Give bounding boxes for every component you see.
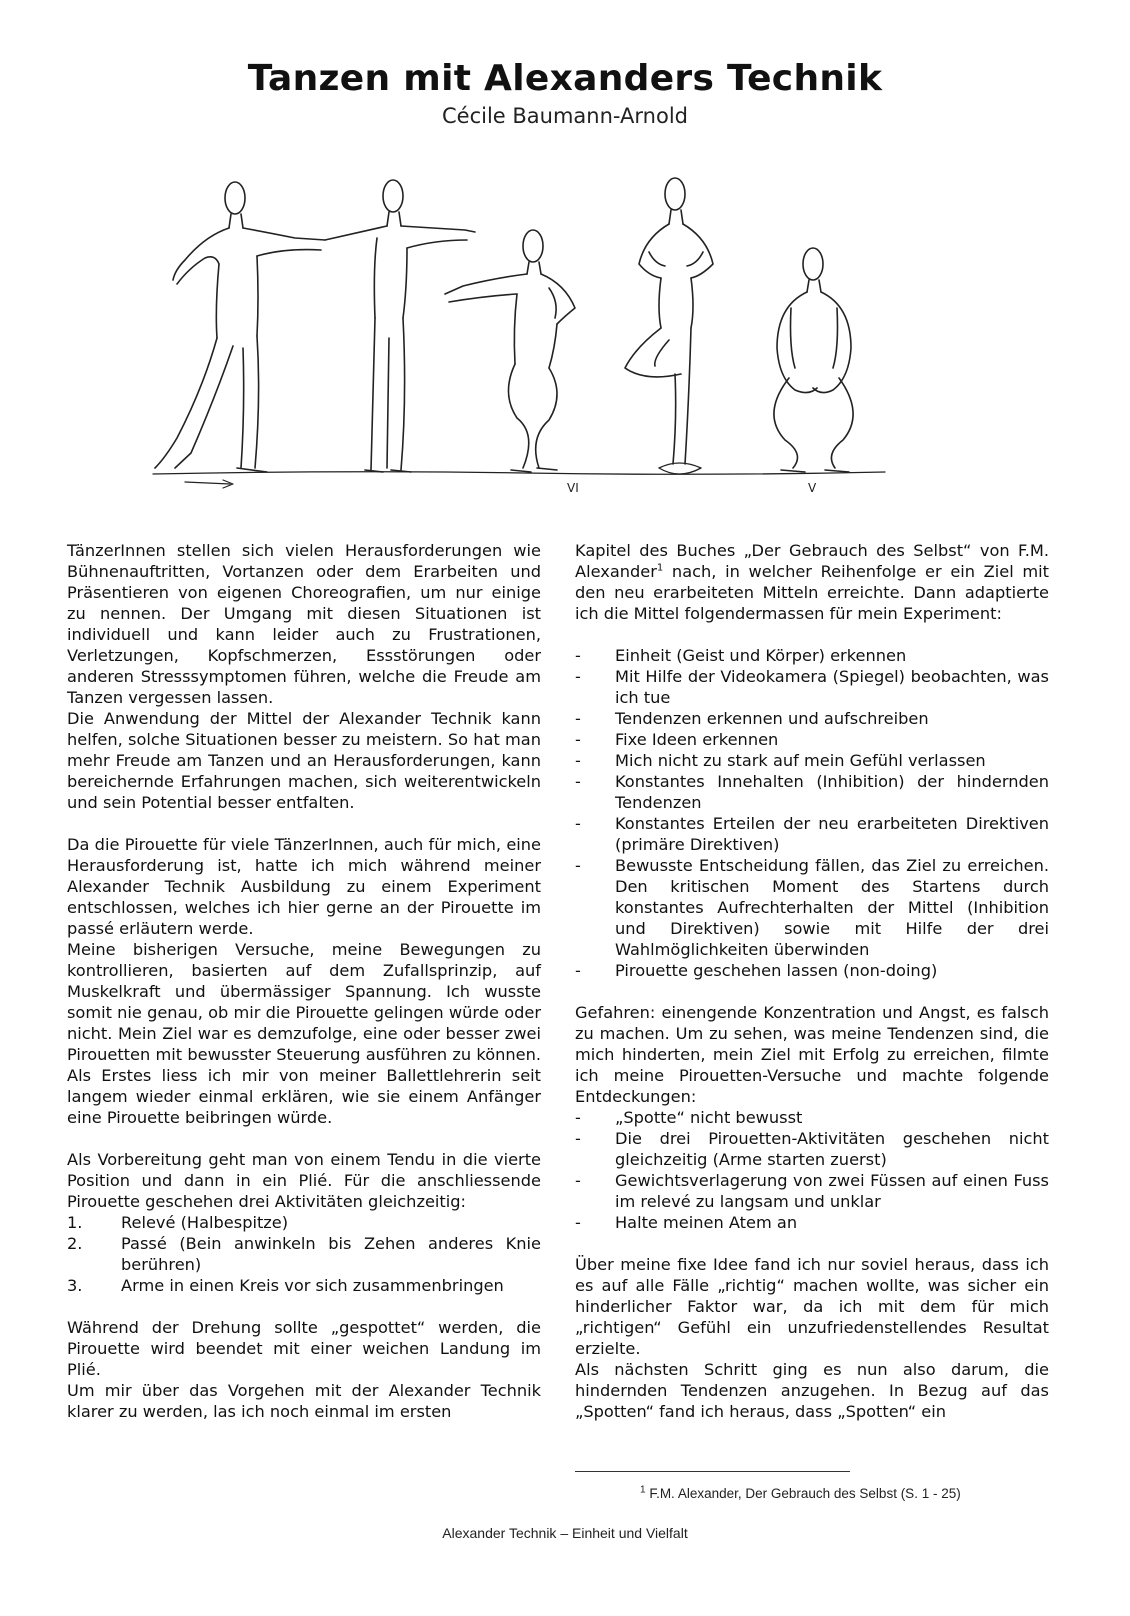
paragraph: Über meine fixe Idee fand ich nur soviel heraus, dass ich es auf alle Fälle „richtig“ machen wollte, was sicher ein hinderlicher Faktor war, da ich mit dem für mich „richtigen“ Gefühl ein unzufriedenstellendes Resultat erzielte. [575, 1255, 1049, 1358]
findings-list [575, 1107, 1049, 1233]
paragraph: Als Vorbereitung geht man von einem Tendu in die vierte Position und dann in ein Plié. Für die anschliessende Pirouette geschehen drei Aktivitäten gleichzeitig: [67, 1150, 541, 1211]
dancer-figure-5 [774, 248, 853, 495]
left-column [67, 540, 541, 1422]
list-item: - Mit Hilfe der Videokamera (Spiegel) beobachten, was ich tue [575, 667, 1049, 707]
figure-mark-v: V [808, 481, 817, 495]
paragraph: TänzerInnen stellen sich vielen Herausforderungen wie Bühnenauftritten, Vortanzen oder dem Erarbeiten und Präsentieren von eigenen Choreografien, um nur einige zu nennen. Der Umgang mit diesen Situationen ist individuell und kann leider auch zu Frustrationen, Verletzungen, Kopfschmerzen, Essstörungen oder anderen Stresssymptomen führen, welche die Freude am Tanzen vergessen lassen. [67, 541, 541, 707]
footnote-divider [575, 1471, 850, 1472]
list-item: - Tendenzen erkennen und aufschreiben [575, 709, 929, 728]
list-item: - Bewusste Entscheidung fällen, das Ziel zu erreichen. Den kritischen Moment des Startens durch konstantes Aufrechterhalten der Mittel (Inhibition und Direktiven) sowie mit Hilfe der drei Wahlmöglichkeiten überwinden [575, 856, 1049, 959]
list-item: - Konstantes Innehalten (Inhibition) der hindernden Tendenzen [575, 772, 1049, 812]
dancer-figure-3 [445, 230, 579, 495]
page-title: Tanzen mit Alexanders Technik [247, 58, 883, 99]
list-item: - Konstantes Erteilen der neu erarbeiteten Direktiven (primäre Direktiven) [575, 814, 1049, 854]
list-item: - Pirouette geschehen lassen (non-doing) [575, 961, 938, 980]
list-item: - Gewichtsverlagerung von zwei Füssen auf einen Fuss im relevé zu langsam und unklar [575, 1171, 1049, 1211]
page-footer: Alexander Technik – Einheit und Vielfalt [442, 1525, 688, 1541]
paragraph: Gefahren: einengende Konzentration und Angst, es falsch zu machen. Um zu sehen, was meine Tendenzen sind, die mich hinderten, mein Ziel mit Erfolg zu erreichen, filmte ich meine Pirouetten-Versuche und machte folgende Entdeckungen: [575, 1003, 1049, 1106]
list-item: - Fixe Ideen erkennen [575, 730, 779, 749]
footnote-ref: 1 [656, 562, 664, 574]
paragraph: Kapitel des Buches „Der Gebrauch des Selbst“ von F.M. Alexander$^1$ nach, in welcher Reihenfolge er ein Ziel mit den neu erarbeiteten Mitteln erreichte. Dann adaptierte ich die Mittel folgendermassen für mein Experiment: [575, 541, 1049, 623]
paragraph: Als nächsten Schritt ging es nun also darum, die hindernden Tendenzen anzugehen. In Bezug auf das „Spotten“ fand ich heraus, dass „Spotten“ ein [575, 1360, 1049, 1421]
dancer-figure-1 [155, 182, 325, 472]
list-item: 3. Arme in einen Kreis vor sich zusammenbringen [67, 1276, 504, 1295]
figure-mark-vi: VI [567, 481, 579, 495]
list-item: - Einheit (Geist und Körper) erkennen [575, 646, 907, 665]
paragraph: Während der Drehung sollte „gespottet“ werden, die Pirouette wird beendet mit einer weichen Landung im Plié. [67, 1318, 541, 1379]
numbered-list [67, 1212, 541, 1296]
footnote-text: F.M. Alexander, Der Gebrauch des Selbst (S. 1 - 25) [645, 1486, 961, 1501]
list-item: 1. Relevé (Halbespitze) [67, 1213, 289, 1232]
right-column [575, 540, 1049, 1422]
list-item: - Mich nicht zu stark auf mein Gefühl verlassen [575, 751, 986, 770]
means-list [575, 645, 1049, 981]
list-item: - „Spotte“ nicht bewusst [575, 1108, 803, 1127]
paragraph: Da die Pirouette für viele TänzerInnen, auch für mich, eine Herausforderung ist, hatte ich mich während meiner Alexander Technik Ausbildung zu einem Experiment entschlossen, welches ich hier gerne an der Pirouette im passé erläutern werde. [67, 835, 541, 938]
footnote [640, 1486, 961, 1501]
list-item: - Halte meinen Atem an [575, 1213, 798, 1232]
paragraph: Meine bisherigen Versuche, meine Bewegungen zu kontrollieren, basierten auf dem Zufallsprinzip, auf Muskelkraft und übermässiger Spannung. Ich wusste somit nie genau, ob mir die Pirouette gelingen würde oder nicht. Mein Ziel war es demzufolge, eine oder besser zwei Pirouetten mit bewusster Steuerung ausführen zu können. Als Erstes liess ich mir von meiner Ballettlehrerin seit langem wieder einmal erklären, wie sie einem Anfänger eine Pirouette beibringen würde. [67, 940, 541, 1127]
dancer-figure-2 [325, 180, 475, 472]
author-name: Cécile Baumann-Arnold [442, 104, 688, 128]
paragraph: Um mir über das Vorgehen mit der Alexander Technik klarer zu werden, las ich noch einmal im ersten [67, 1381, 541, 1421]
list-item: - Die drei Pirouetten-Aktivitäten geschehen nicht gleichzeitig (Arme starten zuerst) [575, 1129, 1049, 1169]
list-item: 2. Passé (Bein anwinkeln bis Zehen anderes Knie berühren) [67, 1234, 541, 1274]
footnote-mark: 1 [640, 1484, 646, 1496]
paragraph: Die Anwendung der Mittel der Alexander Technik kann helfen, solche Situationen besser zu meistern. So hat man mehr Freude am Tanzen und an Herausforderungen, kann bereichernde Erfahrungen machen, sich weiterentwickeln und sein Potential besser entfalten. [67, 709, 541, 812]
dancer-sketch-illustration [145, 168, 905, 518]
dancer-figure-4 [625, 178, 713, 474]
